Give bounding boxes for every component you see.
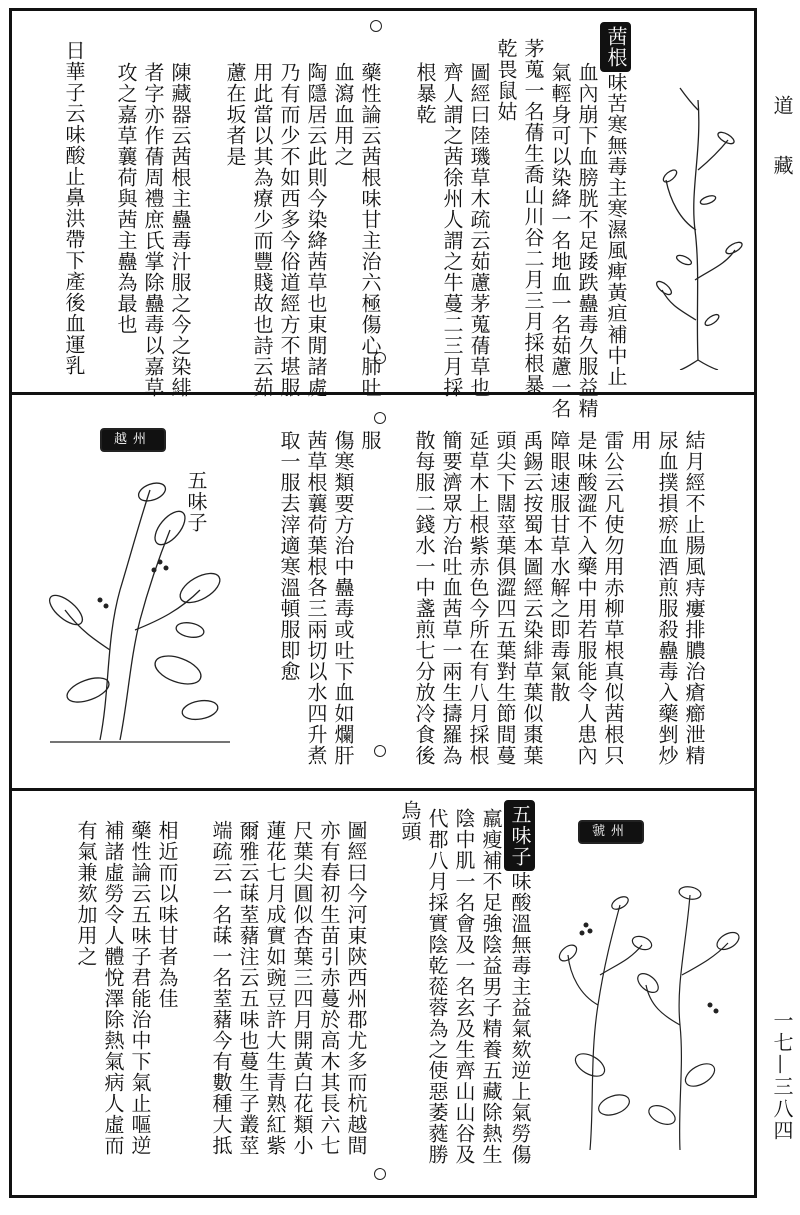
text-column: 傷寒類要方治中蠱毒或吐下血如爛肝 [331,430,355,766]
text-column: 障眼速服甘草水解之即毒氣散 [547,430,571,703]
text-column: 禹錫云按蜀本圖經云染緋草葉似棗葉 [520,430,544,766]
text-column: 散每服二錢水一中盞煎七分放冷食後 [412,430,436,766]
text-column: 尺葉尖圓似杏葉三四月開黃白花類小 [290,820,314,1156]
text-column: 氣輕身可以染絳一名地血一名茹藘一名 [548,62,572,419]
figure-label-text: 虢州 [591,824,630,839]
schisandra-yuezhou-illustration [40,470,240,745]
text-column: 端疏云一名菋一名荎藸今有數種大抵 [209,820,233,1156]
margin-title: 道藏 [770,95,794,215]
text-column: 雷公云凡使勿用赤柳草根真似茜根只 [601,430,625,766]
text-column: 補諸虛勞令人體悅澤除熱氣病人虛而 [101,820,125,1156]
text-column: 茅蒐一名蒨生喬山川谷二月三月採根暴 [521,38,545,395]
text-column: 圖經曰今河東陝西州郡尤多而杭越間 [344,820,368,1156]
binding-mark [370,20,382,32]
text-column: 亦有春初生苗引赤蔓於高木其長六七 [317,820,341,1156]
text-column: 爾雅云菋荎藸注云五味也蔓生子叢莖 [236,820,260,1156]
entry-title-qiangen: 茜根 [600,22,631,72]
text-column: 延草木上根紫赤色今所在有八月採根 [466,430,490,766]
binding-mark [374,745,386,757]
text-column: 烏頭 [398,800,422,842]
figure-label-yuezhou [100,428,166,452]
text-column: 尿血撲損瘀血酒煎服殺蠱毒入藥剉炒 [655,430,679,766]
text-column: 陰中肌一名會及一名玄及生齊山山谷及 [452,808,476,1165]
page-number: 一七—三八四 [770,1010,794,1142]
text-column: 結月經不止腸風痔瘻排膿治瘡癤泄精 [682,430,706,766]
text-column: 蓮花七月成實如豌豆許大生青熟紅紫 [263,820,287,1156]
text-column: 圖經曰陸璣草木疏云茹藘茅蒐蒨草也 [467,62,491,398]
text-column: 齊人謂之茜徐州人謂之牛蔓二三月採 [440,62,464,398]
text-column: 有氣兼欬加用之 [74,820,98,967]
text-column: 根暴乾 [413,62,437,125]
text-column: 味苦寒無毒主寒濕風痺黃疸補中止 [604,72,628,387]
text-column: 茜草根蘘荷葉根各三兩切以水四升煮 [304,430,328,766]
text-column: 用此當以其為療少而豐賤故也詩云茹 [250,62,274,398]
text-column: 血內崩下血膀胱不足踒跌蠱毒久服益精 [575,62,599,419]
text-column: 藥性論云茜根味甘主治六極傷心肺吐 [358,62,382,398]
text-column: 服 [358,430,382,451]
text-column: 羸瘦補不足強陰益男子精養五藏除熱生 [479,808,503,1165]
text-column: 代郡八月採實陰乾蓯蓉為之使惡萎蕤勝 [425,808,449,1165]
text-column: 陳藏器云茜根主蠱毒汁服之今之染緋 [168,62,192,398]
binding-mark [374,412,386,424]
text-column: 簡要濟眾方治吐血茜草一兩生擣羅為 [439,430,463,766]
figure-label-guozhou [578,820,644,844]
panel-divider-top [9,392,757,395]
entry-title-qiangen-line [600,22,631,387]
text-column: 是味酸澀不入藥中用若服能令人患內 [574,430,598,766]
text-column: 藘在坂者是 [223,62,247,167]
text-column: 味酸溫無毒主益氣欬逆上氣勞傷 [508,871,532,1165]
text-column: 乾畏鼠姑 [494,38,518,122]
schisandra-guozhou-illustration [550,865,745,1155]
entry-title-wuweizi-line [504,800,535,1165]
figure-label-text: 越州 [113,432,152,447]
text-column: 乃有而少不如西多今俗道經方不堪服 [277,62,301,398]
entry-title-wuweizi: 五味子 [504,800,535,871]
text-column: 陶隱居云此則今染絳茜草也東閒諸處 [304,62,328,398]
text-column: 取一服去滓適寒溫頓服即愈 [277,430,301,682]
text-column: 相近而以味甘者為佳 [155,820,179,1009]
text-column: 用 [628,430,652,451]
text-column: 者字亦作蒨周禮庶氏掌除蠱毒以嘉草 [141,62,165,398]
section-heading-wuweizi: 五味子 [184,470,208,533]
text-column: 藥性論云五味子君能治中下氣止嘔逆 [128,820,152,1156]
binding-mark [374,1168,386,1180]
text-column: 日華子云味酸止鼻洪帶下產後血運乳 [62,40,86,376]
text-column: 血瀉血用之 [331,62,355,167]
text-column: 頭尖下闊莖葉俱澀四五葉對生節間蔓 [493,430,517,766]
panel-divider-bottom [9,788,757,791]
text-column: 攻之嘉草蘘荷與茜主蠱為最也 [114,62,138,335]
madder-plant-illustration [650,80,750,370]
